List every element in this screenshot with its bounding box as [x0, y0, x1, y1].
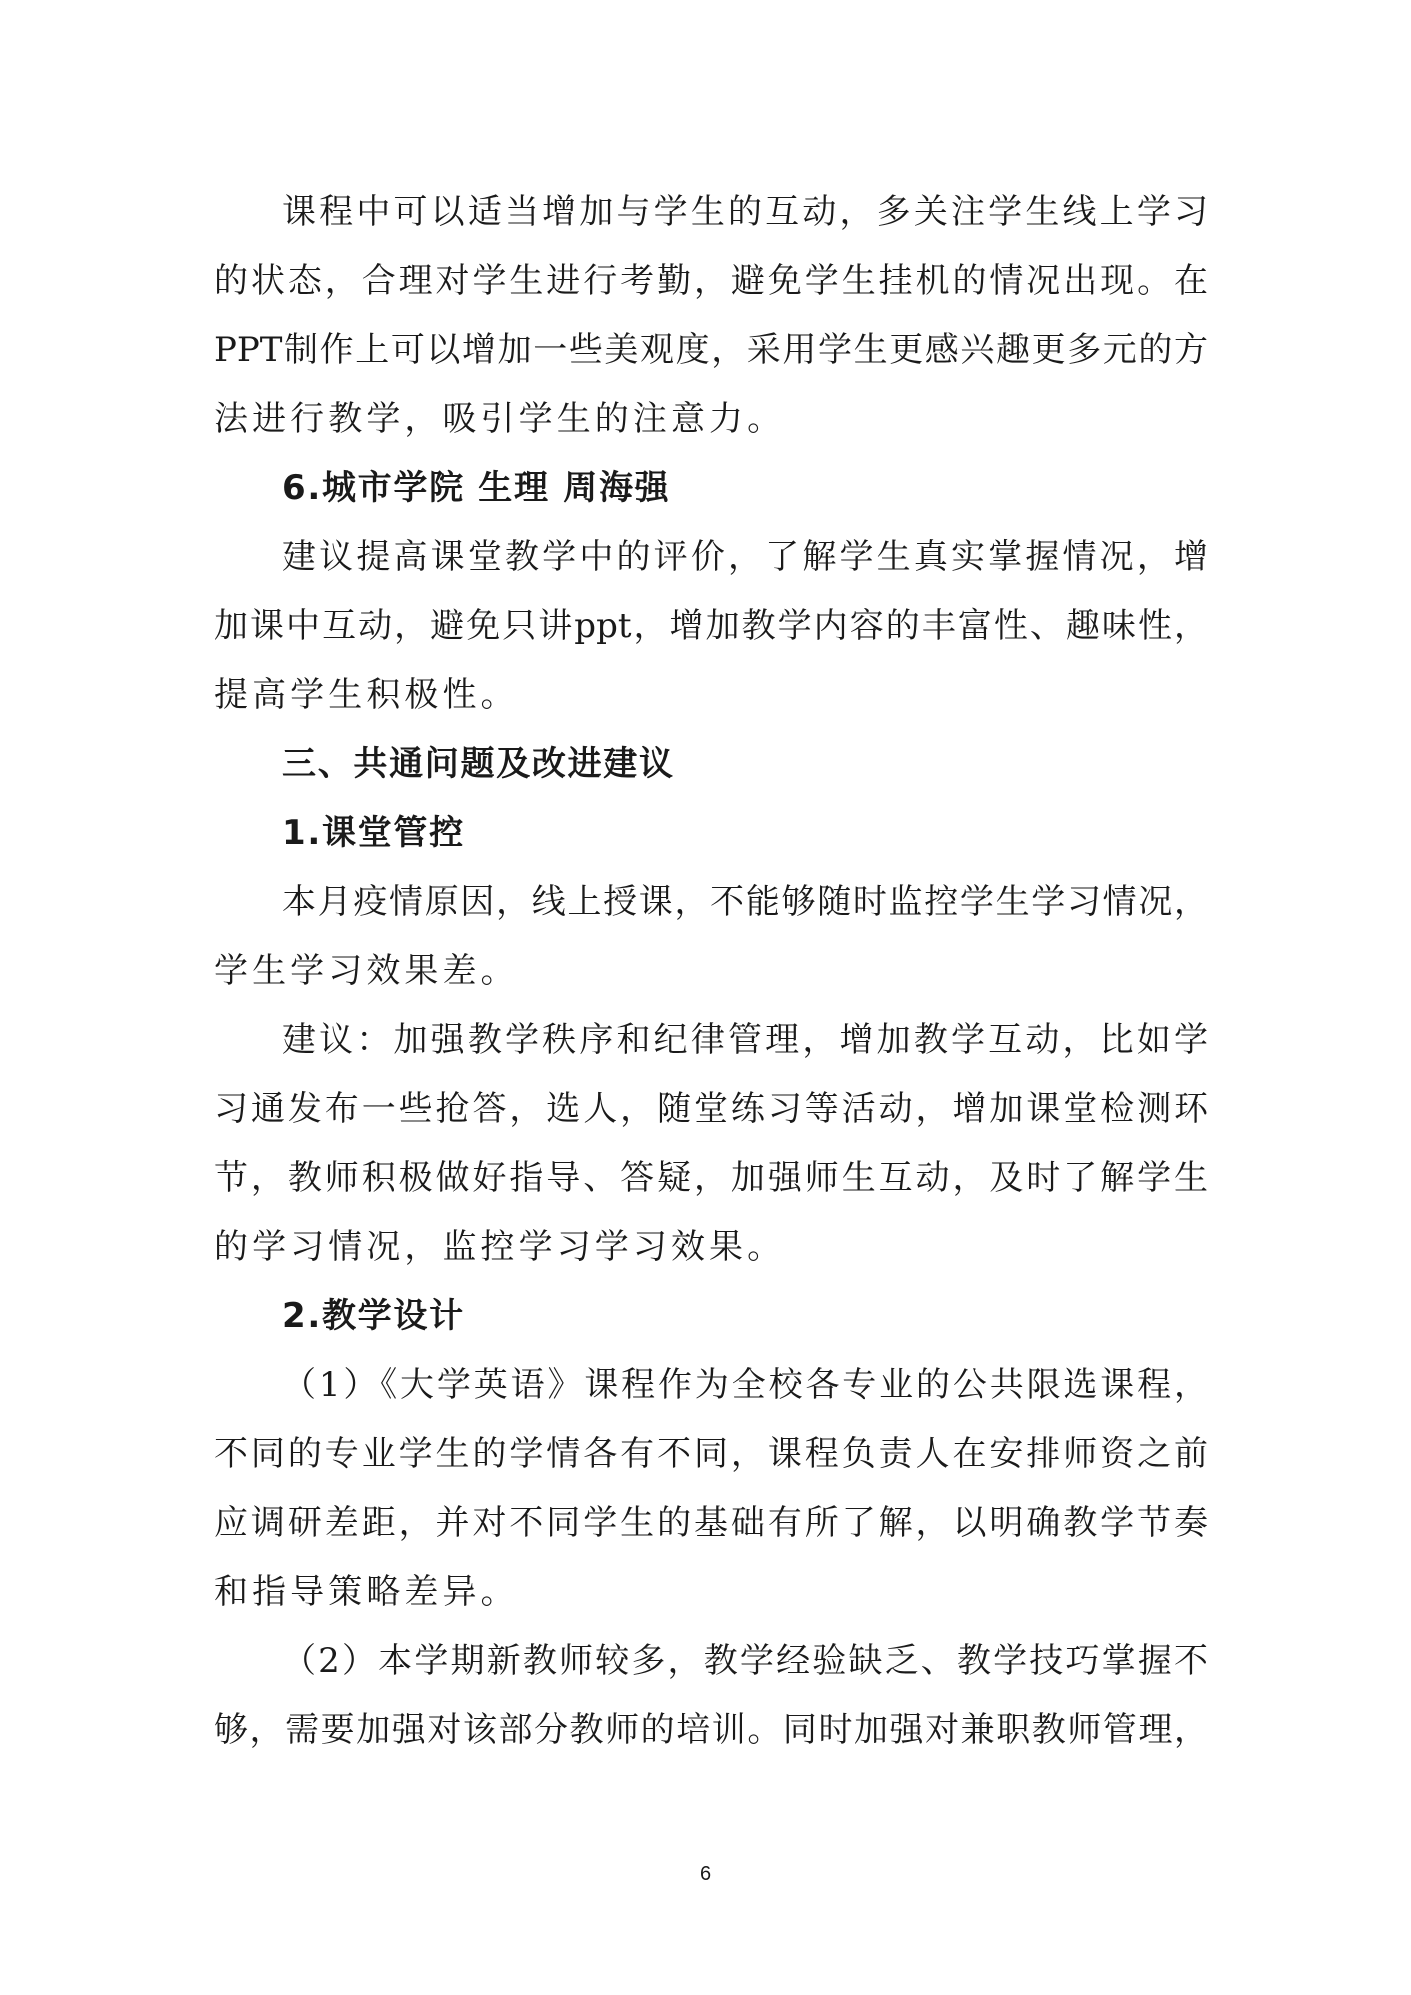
paragraph-line: 的状态，合理对学生进行考勤，避免学生挂机的情况出现。在 — [214, 261, 1208, 301]
paragraph-line: 够，需要加强对该部分教师的培训。同时加强对兼职教师管理， — [214, 1710, 1208, 1750]
paragraph-line: 的学习情况，监控学习学习效果。 — [214, 1227, 786, 1267]
paragraph-line: 法进行教学，吸引学生的注意力。 — [214, 399, 786, 439]
page-number: 6 — [699, 1863, 712, 1885]
paragraph-line: 提高学生积极性。 — [214, 675, 519, 715]
paragraph-line: 课程中可以适当增加与学生的互动，多关注学生线上学习 — [282, 192, 1208, 232]
paragraph-line: （2）本学期新教师较多，教学经验缺乏、教学技巧掌握不 — [282, 1641, 1208, 1681]
paragraph-line: （1）《大学英语》课程作为全校各专业的公共限选课程， — [282, 1365, 1208, 1405]
paragraph-line: PPT制作上可以增加一些美观度，采用学生更感兴趣更多元的方 — [214, 330, 1208, 370]
paragraph-line: 和指导策略差异。 — [214, 1572, 519, 1612]
paragraph-line: 习通发布一些抢答，选人，随堂练习等活动，增加课堂检测环 — [214, 1089, 1208, 1129]
section-heading: 1.课堂管控 — [282, 813, 465, 853]
paragraph-line: 学生学习效果差。 — [214, 951, 519, 991]
section-heading: 6.城市学院 生理 周海强 — [282, 468, 671, 508]
paragraph-line: 节，教师积极做好指导、答疑，加强师生互动，及时了解学生 — [214, 1158, 1208, 1198]
document-body — [214, 178, 1208, 1765]
paragraph-line: 加课中互动，避免只讲ppt，增加教学内容的丰富性、趣味性， — [214, 606, 1208, 646]
paragraph-line: 不同的专业学生的学情各有不同，课程负责人在安排师资之前 — [214, 1434, 1208, 1474]
paragraph-line: 建议：加强教学秩序和纪律管理，增加教学互动，比如学 — [282, 1020, 1208, 1060]
section-heading: 2.教学设计 — [282, 1296, 465, 1336]
section-heading: 三、共通问题及改进建议 — [282, 744, 675, 784]
paragraph-line: 本月疫情原因，线上授课，不能够随时监控学生学习情况， — [282, 882, 1208, 922]
paragraph-line: 应调研差距，并对不同学生的基础有所了解，以明确教学节奏 — [214, 1503, 1208, 1543]
paragraph-line: 建议提高课堂教学中的评价，了解学生真实掌握情况，增 — [282, 537, 1208, 577]
